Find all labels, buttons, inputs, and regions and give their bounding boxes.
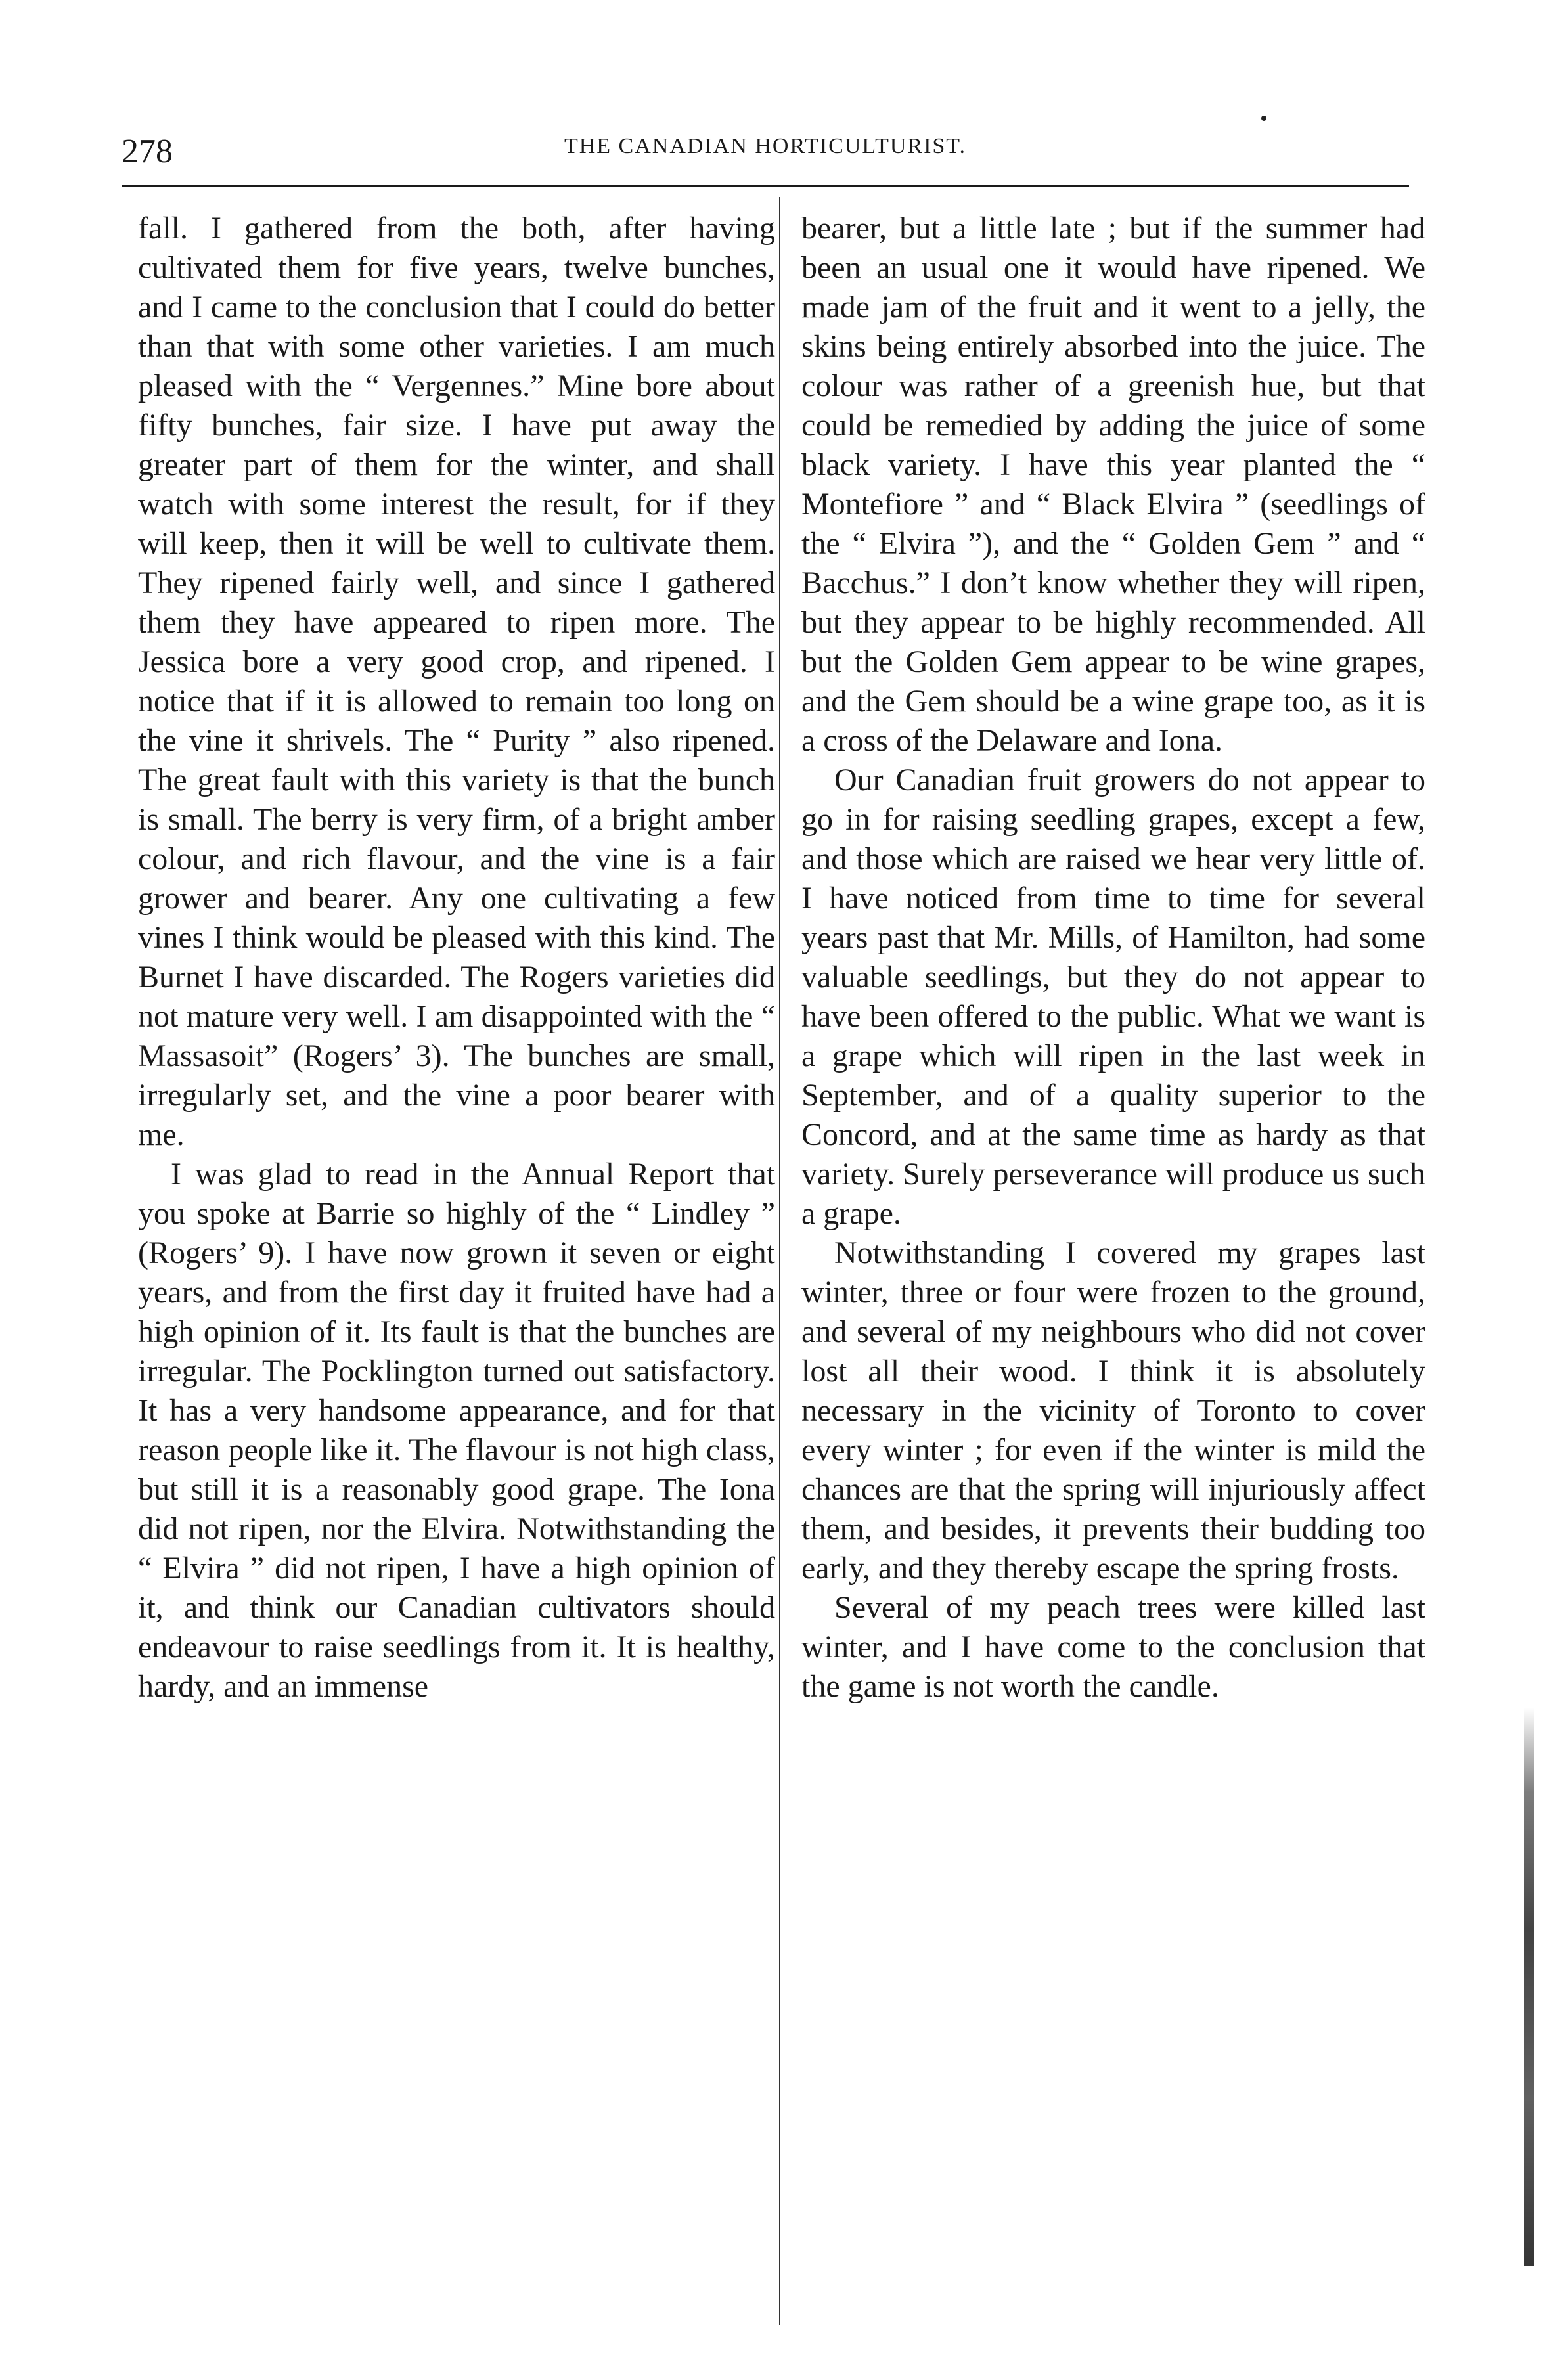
paragraph: Several of my peach trees were killed last winter, and I have come to the conclusion that the game is not worth the candle. (801, 1590, 1425, 1704)
paragraph: bearer, but a little late ; but if the summer had been an usual one it would have ripened. We made jam of the fruit and it went to a jelly, the skins being entirely absorbed into the juice. The colour was rather of a greenish hue, but that could be remedied by adding the juice of some black variety. I have this year planted the “ Montefiore ” and “ Black Elvira ” (seedlings of the “ Elvira ”), and the “ Golden Gem ” and “ Bacchus.” I don’t know whether they will ripen, but they appear to be highly recommended. All but the Golden Gem appear to be wine grapes, and the Gem should be a wine grape too, as it is a cross of the Delaware and Iona. (801, 211, 1425, 758)
ink-speck (1261, 116, 1266, 121)
page-edge-shadow (1524, 1708, 1534, 2266)
column-divider (779, 197, 780, 2325)
paragraph: fall. I gathered from the both, after having cultivated them for five years, twelve bunches, and I came to the conclusion that I could do better than that with some other varieties. I am much pleased with the “ Vergennes.” Mine bore about fifty bunches, fair size. I have put away the greater part of them for the winter, and shall watch with some interest the result, for if they will keep, then it will be well to cultivate them. They ripened fairly well, and since I gathered them they have appeared to ripen more. The Jessica bore a very good crop, and ripened. I notice that if it is allowed to remain too long on the vine it shrivels. The “ Purity ” also ripened. The great fault with this variety is that the bunch is small. The berry is very firm, of a bright amber colour, and rich flavour, and the vine is a fair grower and bearer. Any one cultivating a few vines I think would be pleased with this kind. The Burnet I have discarded. The Rogers varieties did not mature very well. I am disappointed with the “ Massasoit” (Rogers’ 3). The bunches are small, irregularly set, and the vine a poor bearer with me. (138, 211, 775, 1152)
left-column (138, 209, 775, 1706)
paragraph: I was glad to read in the Annual Report that you spoke at Barrie so highly of the “ Lindley ” (Rogers’ 9). I have now grown it seven or eight years, and from the first day it fruited have had a high opinion of it. Its fault is that the bunches are irregular. The Pocklington turned out satisfactory. It has a very handsome appearance, and for that reason people like it. The flavour is not high class, but still it is a reasonably good grape. The Iona did not ripen, nor the Elvira. Notwithstanding the “ Elvira ” did not ripen, I have a high opinion of it, and think our Canadian cultivators should endeavour to raise seedlings from it. It is healthy, hardy, and an immense (138, 1157, 775, 1704)
paragraph: Our Canadian fruit growers do not appear to go in for raising seedling grapes, except a few, and those which are raised we hear very little of. I have noticed from time to time for several years past that Mr. Mills, of Hamilton, had some valuable seedlings, but they do not appear to have been offered to the public. What we want is a grape which will ripen in the last week in September, and of a quality superior to the Concord, and at the same time as hardy as that variety. Surely perseverance will produce us such a grape. (801, 763, 1425, 1231)
paragraph: Notwithstanding I covered my grapes last winter, three or four were frozen to the ground, and several of my neighbours who did not cover lost all their wood. I think it is absolutely necessary in the vicinity of Toronto to cover every winter ; for even if the winter is mild the chances are that the spring will injuriously affect them, and besides, it prevents their budding too early, and they thereby escape the spring frosts. (801, 1236, 1425, 1586)
header-rule (122, 185, 1409, 187)
right-column (801, 209, 1425, 1706)
page-header (122, 129, 1409, 181)
page-number: 278 (122, 133, 173, 170)
running-title: THE CANADIAN HORTICULTURIST. (564, 134, 967, 158)
